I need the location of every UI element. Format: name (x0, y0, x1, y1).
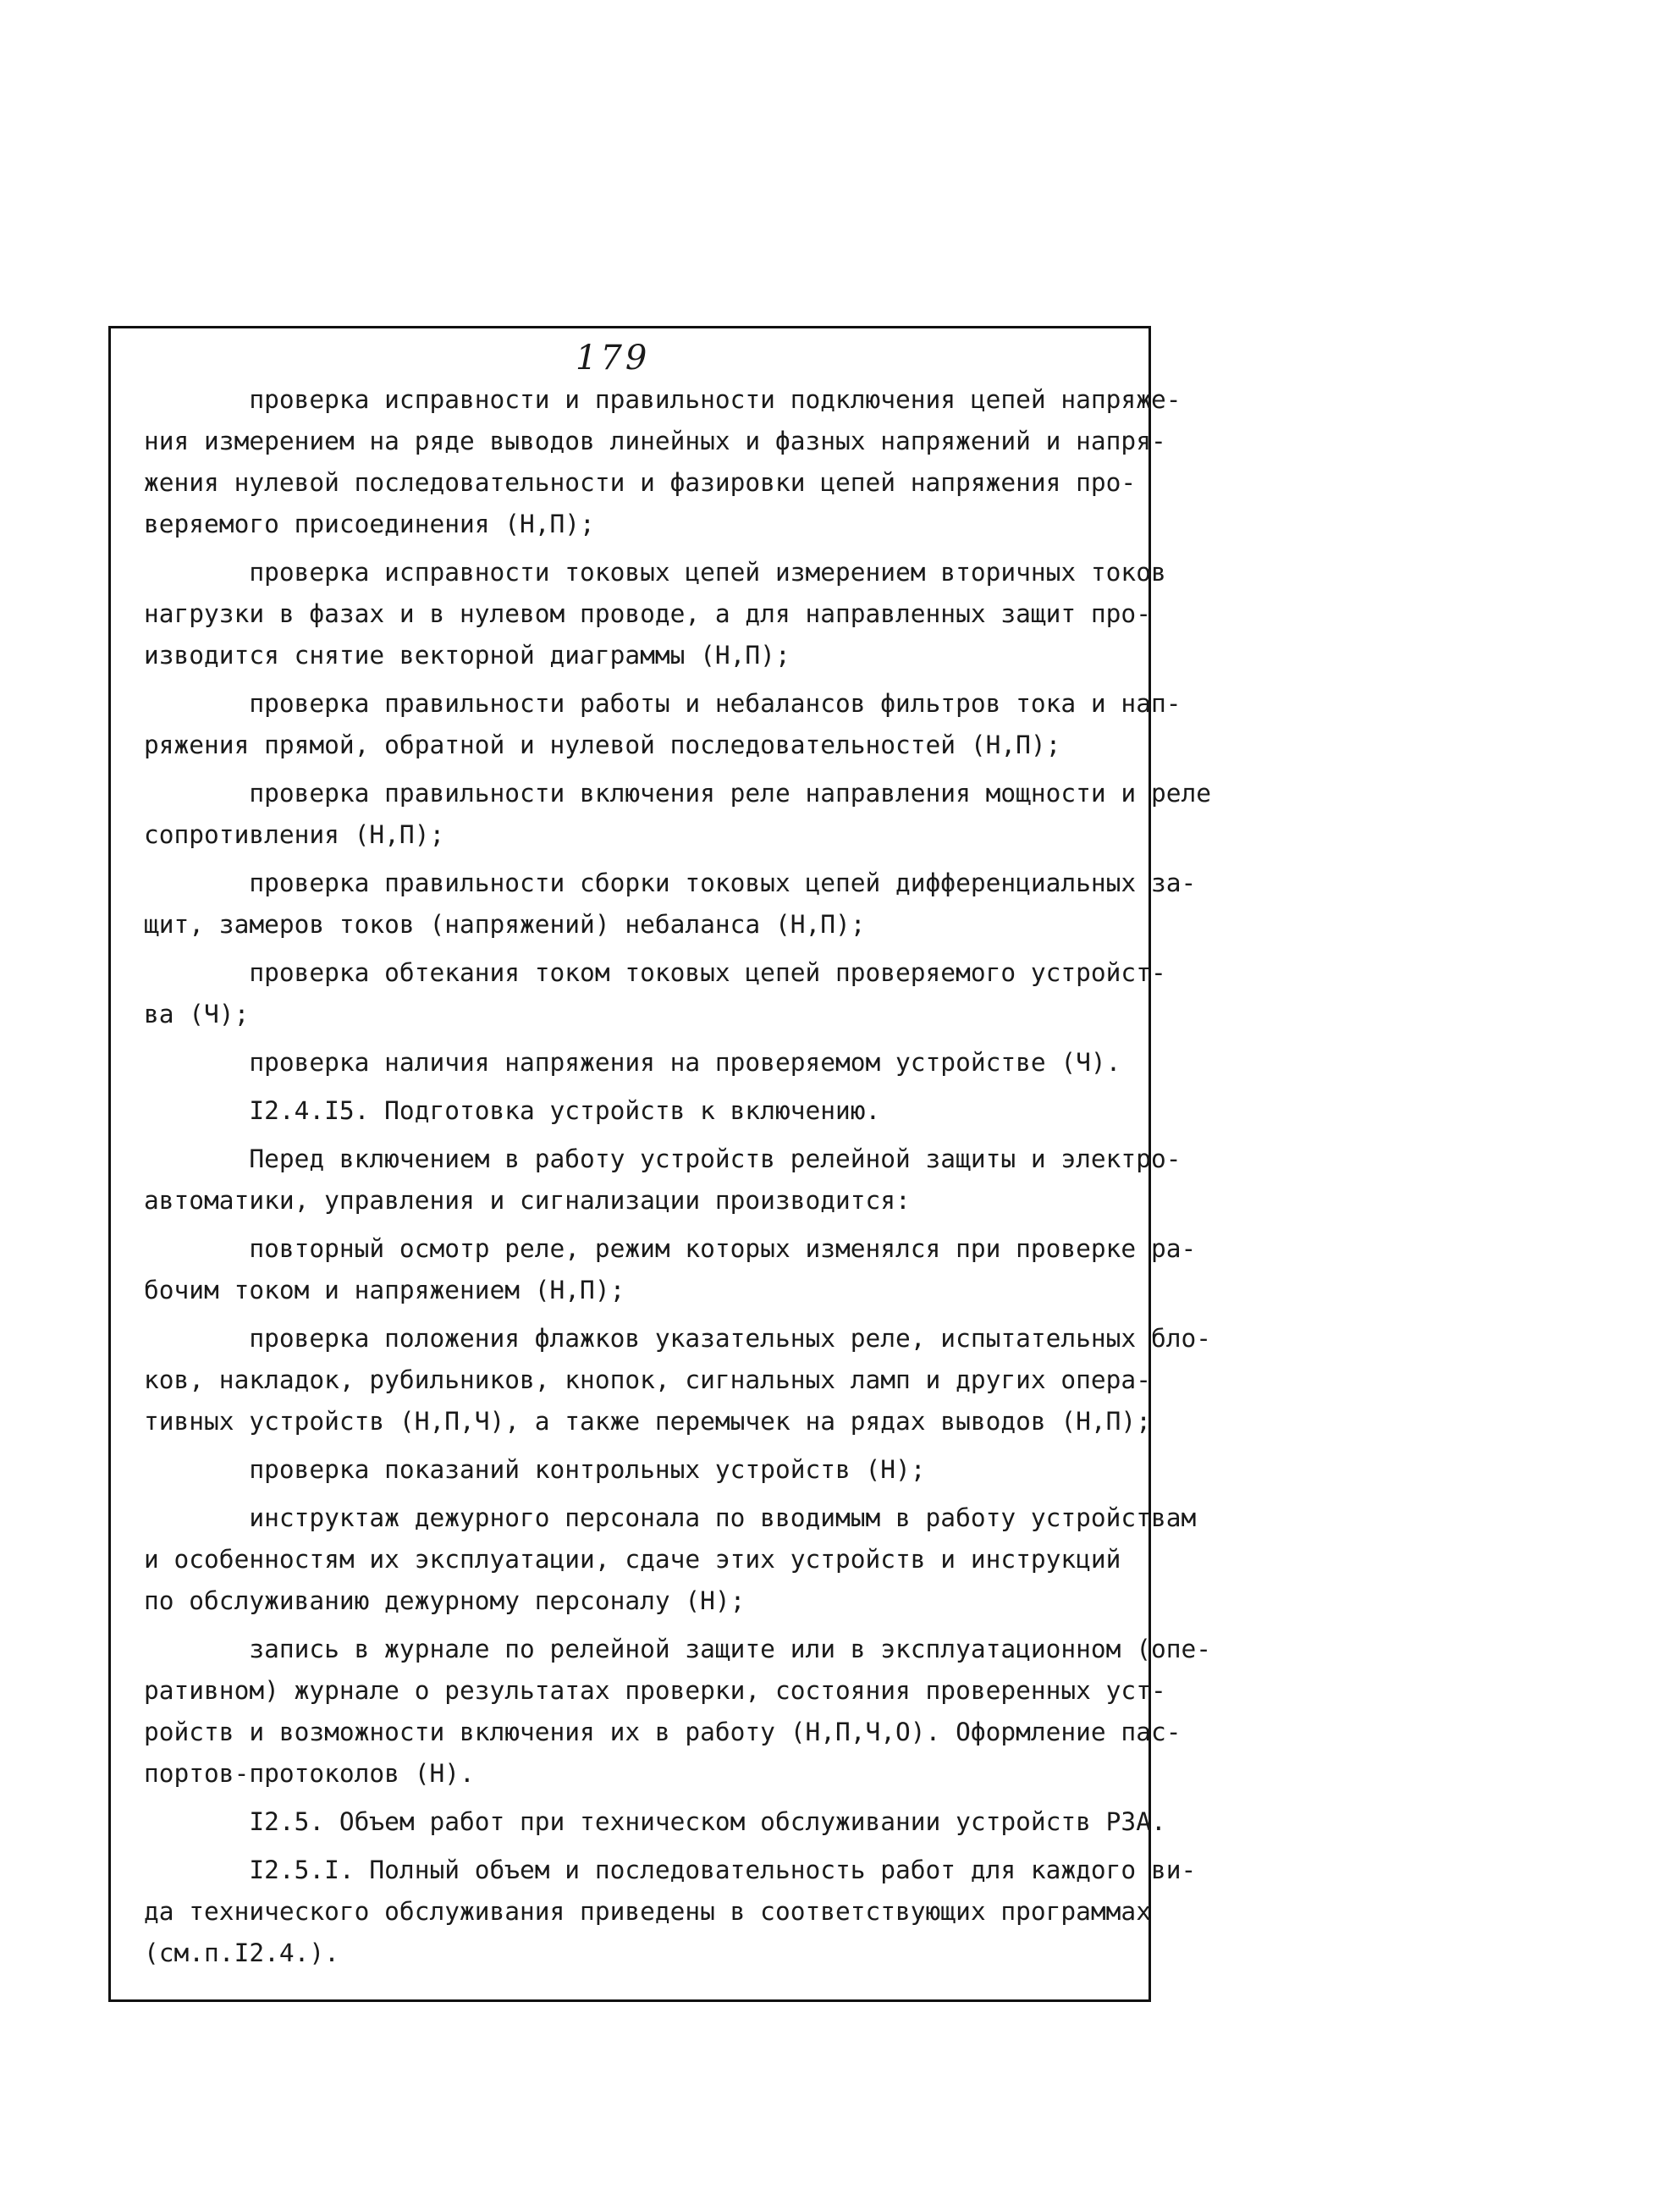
text-line: изводится снятие векторной диаграммы (Н,П); (144, 641, 790, 670)
text-line: Перед включением в работу устройств релейной защиты и электро- (144, 1144, 1182, 1173)
text-line: автоматики, управления и сигнализации производится: (144, 1186, 911, 1215)
paragraph (144, 1449, 1151, 1491)
text-line: ройств и возможности включения их в работу (Н,П,Ч,О). Оформление пас- (144, 1718, 1182, 1746)
text-line: I2.5.I. Полный объем и последовательность работ для каждого ви- (144, 1856, 1197, 1884)
text-line: щит, замеров токов (напряжений) небаланса (Н,П); (144, 910, 866, 939)
paragraph (144, 1318, 1211, 1442)
text-line: проверка положения флажков указательных реле, испытательных бло- (144, 1324, 1211, 1353)
text-line: жения нулевой последовательности и фазировки цепей напряжения про- (144, 468, 1137, 497)
text-line: ряжения прямой, обратной и нулевой последовательностей (Н,П); (144, 731, 1061, 759)
paragraph (144, 863, 1197, 946)
text-line: и особенностям их эксплуатации, сдаче этих устройств и инструкций (144, 1545, 1121, 1574)
text-line: I2.5. Объем работ при техническом обслуживании устройств РЗА. (144, 1807, 1166, 1836)
text-line: повторный осмотр реле, режим которых изменялся при проверке ра- (144, 1234, 1197, 1263)
paragraph (144, 683, 1182, 766)
text-line: проверка показаний контрольных устройств (Н); (144, 1455, 926, 1484)
paragraph (144, 1629, 1211, 1795)
text-line: проверка правильности работы и небалансов фильтров тока и нап- (144, 689, 1182, 718)
text-line: проверка наличия напряжения на проверяемом устройстве (Ч). (144, 1048, 1121, 1077)
paragraph (144, 1850, 1197, 1974)
document-body (144, 379, 1211, 1981)
text-line: запись в журнале по релейной защите или в эксплуатационном (опе- (144, 1635, 1211, 1663)
page-number: 179 (576, 339, 651, 378)
paragraph (144, 1228, 1197, 1311)
text-line: (см.п.I2.4.). (144, 1939, 339, 1967)
text-line: проверка исправности токовых цепей измерением вторичных токов (144, 558, 1166, 587)
text-line: проверка правильности сборки токовых цепей дифференциальных за- (144, 869, 1197, 897)
text-line: проверка исправности и правильности подключения цепей напряже- (144, 385, 1182, 414)
text-line: ративном) журнале о результатах проверки, состояния проверенных уст- (144, 1676, 1166, 1705)
text-line: да технического обслуживания приведены в соответствующих программах (144, 1897, 1151, 1926)
text-line: по обслуживанию дежурному персоналу (Н); (144, 1586, 746, 1615)
text-line: ков, накладок, рубильников, кнопок, сигнальных ламп и других опера- (144, 1365, 1151, 1394)
text-line: портов-протоколов (Н). (144, 1759, 475, 1788)
text-line: веряемого присоединения (Н,П); (144, 510, 595, 538)
paragraph (144, 1801, 1166, 1843)
text-line: тивных устройств (Н,П,Ч), а также перемычек на рядах выводов (Н,П); (144, 1407, 1151, 1436)
text-line: нагрузки в фазах и в нулевом проводе, а для направленных защит про- (144, 599, 1151, 628)
text-line: инструктаж дежурного персонала по вводимым в работу устройствам (144, 1503, 1197, 1532)
paragraph (144, 952, 1166, 1035)
text-line: бочим током и напряжением (Н,П); (144, 1276, 625, 1304)
paragraph (144, 379, 1182, 545)
paragraph (144, 1042, 1151, 1084)
paragraph (144, 1090, 1151, 1132)
paragraph (144, 773, 1211, 856)
paragraph (144, 1139, 1182, 1222)
text-line: проверка обтекания током токовых цепей проверяемого устройст- (144, 958, 1166, 987)
text-line: проверка правильности включения реле направления мощности и реле (144, 779, 1211, 808)
paragraph (144, 552, 1166, 676)
text-line: сопротивления (Н,П); (144, 820, 445, 849)
text-line: I2.4.I5. Подготовка устройств к включению. (144, 1096, 881, 1125)
text-line: ния измерением на ряде выводов линейных и фазных напряжений и напря- (144, 427, 1166, 455)
text-line: ва (Ч); (144, 1000, 250, 1029)
paragraph (144, 1497, 1197, 1622)
